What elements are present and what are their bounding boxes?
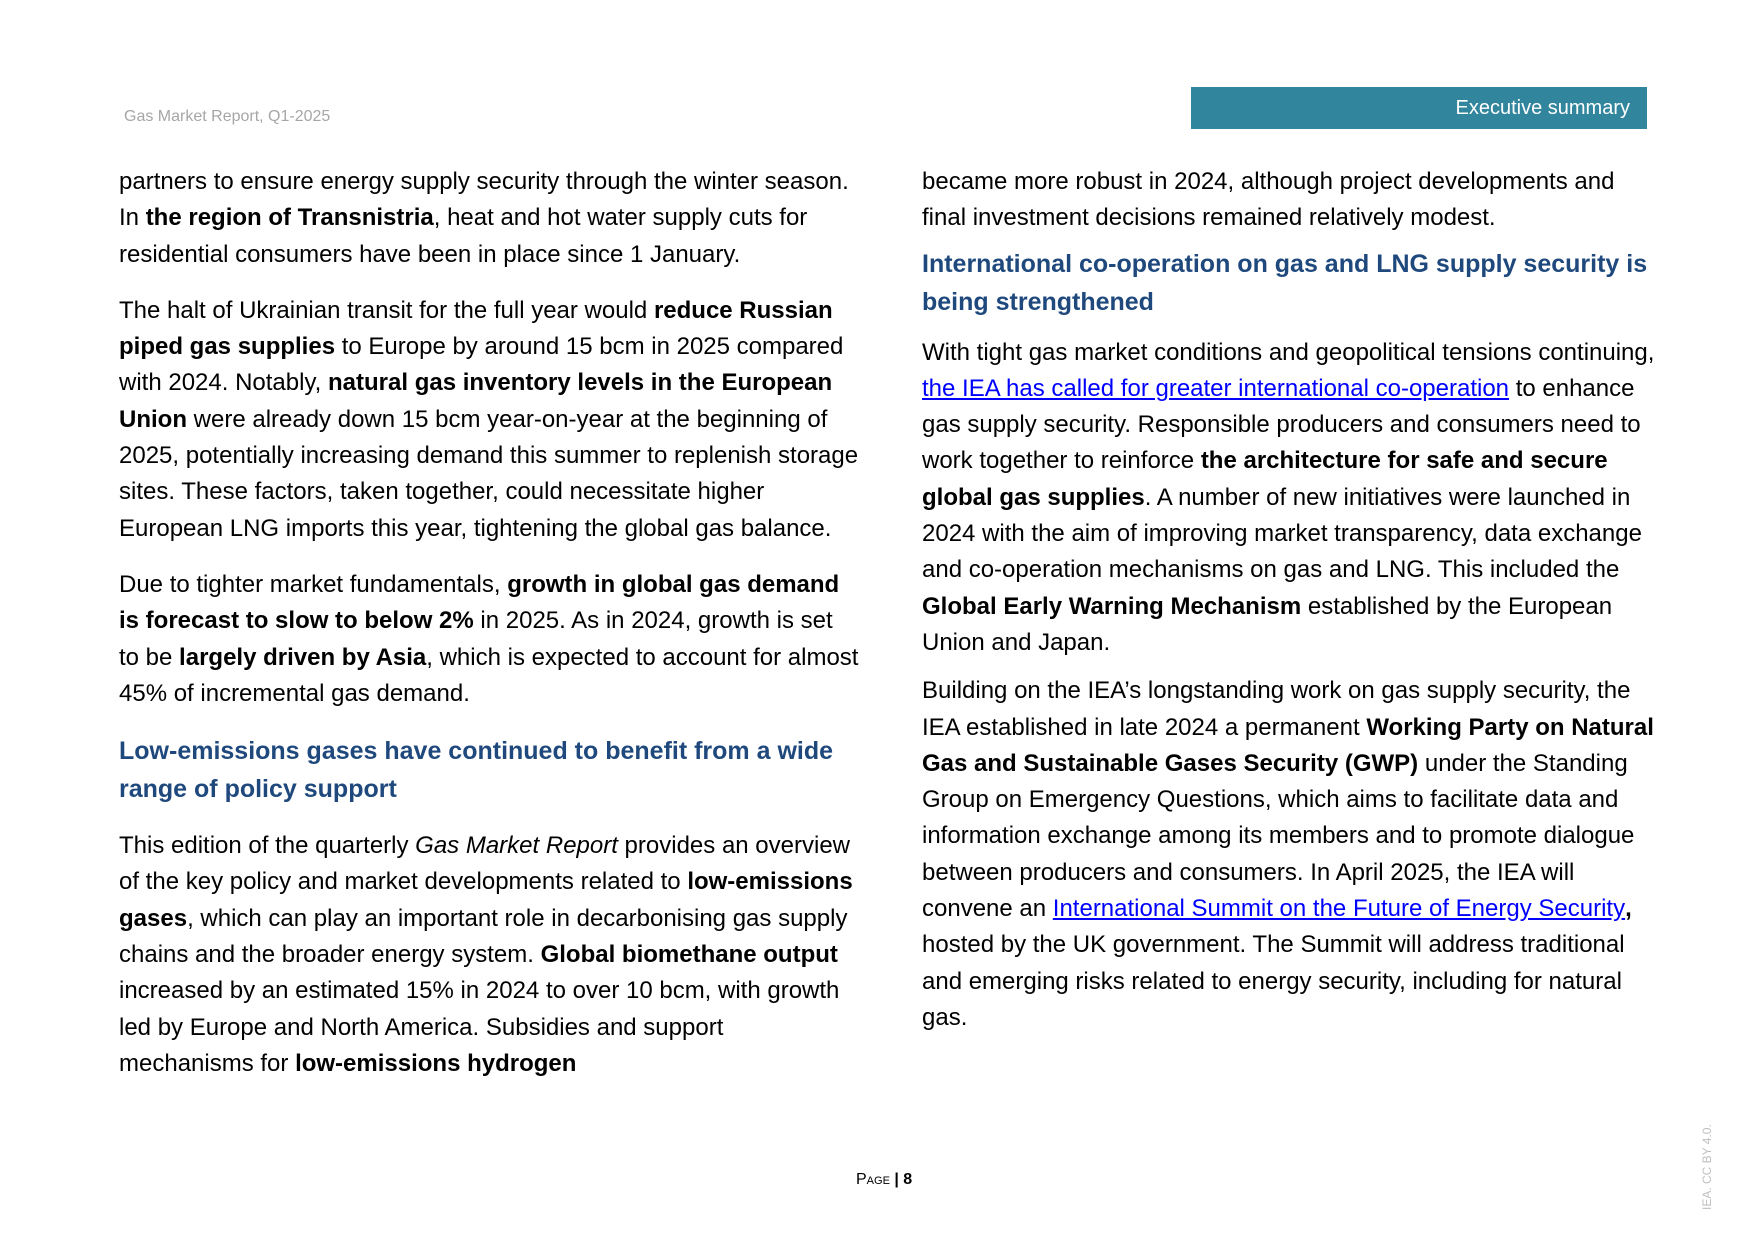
section-tab — [1191, 87, 1647, 129]
paragraph-ukrainian-transit: The halt of Ukrainian transit for the full year would reduce Russian piped gas supplies to Europe by around 15 bcm in 2025 compared with 2024. Notably, natural gas inventory levels in the European Union were already down 15 bcm year-on-year at the beginning of 2025, potentially increasing demand this summer to replenish storage sites. These factors, taken together, could necessitate higher European LNG imports this year, tightening the global gas balance. — [119, 296, 859, 542]
paragraph-low-emissions: This edition of the quarterly Gas Market Report provides an overview of the key policy and market developments related to low-emissions gases, which can play an important role in decarbonising gas supply chains and the broader energy system. Global biomethane output increased by an estimated 15% in 2024 to over 10 bcm, with growth led by Europe and North America. Subsidies and support mechanisms for low-emissions hydrogen — [119, 832, 853, 1077]
left-column — [119, 164, 859, 1102]
paragraph-continuation: became more robust in 2024, although project developments and final investment decisions remained relatively modest. — [922, 168, 1615, 232]
paragraph-demand-growth: Due to tighter market fundamentals, growth in global gas demand is forecast to slow to below 2% in 2025. As in 2024, growth is set to be largely driven by Asia, which is expected to account for almost 45% of incremental gas demand. — [119, 570, 859, 707]
paragraph-transnistria: partners to ensure energy supply security through the winter season. In the region of Transnistria, heat and hot water supply cuts for residential consumers have been in place since 1 January. — [119, 168, 849, 268]
paragraph-cooperation: With tight gas market conditions and geopolitical tensions continuing, the IEA has called for greater international co-operation to enhance gas supply security. Responsible producers and consumers need to work together to reinforce the architecture for safe and secure global gas supplies. A number of new initiatives were launched in 2024 with the aim of improving market transparency, data exchange and co-operation mechanisms on gas and LNG. This included the Global Early Warning Mechanism established by the European Union and Japan. — [922, 338, 1655, 656]
heading-international-cooperation: International co-operation on gas and LNG supply security is being strengthened — [922, 249, 1648, 316]
link-energy-security-summit[interactable]: International Summit on the Future of Energy Security — [1052, 895, 1626, 923]
license-note: IEA. CC BY 4.0. — [1700, 1124, 1714, 1210]
page-number: Page | 8 — [856, 1171, 913, 1188]
paragraph-working-party: Building on the IEA’s longstanding work on gas supply security, the IEA established in late 2024 a permanent Working Party on Natural Gas and Sustainable Gases Security (GWP) under the Standing Group on Emergency Questions, which aims to facilitate data and information exchange among its members and to promote dialogue between producers and consumers. In April 2025, the IEA will convene an International Summit on the Future of Energy Security, hosted by the UK government. The Summit will address traditional and emerging risks related to energy security, including for natural gas. — [922, 677, 1654, 1031]
section-tab-label: Executive summary — [1455, 96, 1630, 119]
report-title: Gas Market Report, Q1-2025 — [124, 108, 331, 125]
link-iea-cooperation[interactable]: the IEA has called for greater international co-operation — [922, 374, 1510, 402]
heading-low-emissions-gases: Low-emissions gases have continued to benefit from a wide range of policy support — [119, 737, 834, 804]
right-column — [922, 164, 1662, 1048]
